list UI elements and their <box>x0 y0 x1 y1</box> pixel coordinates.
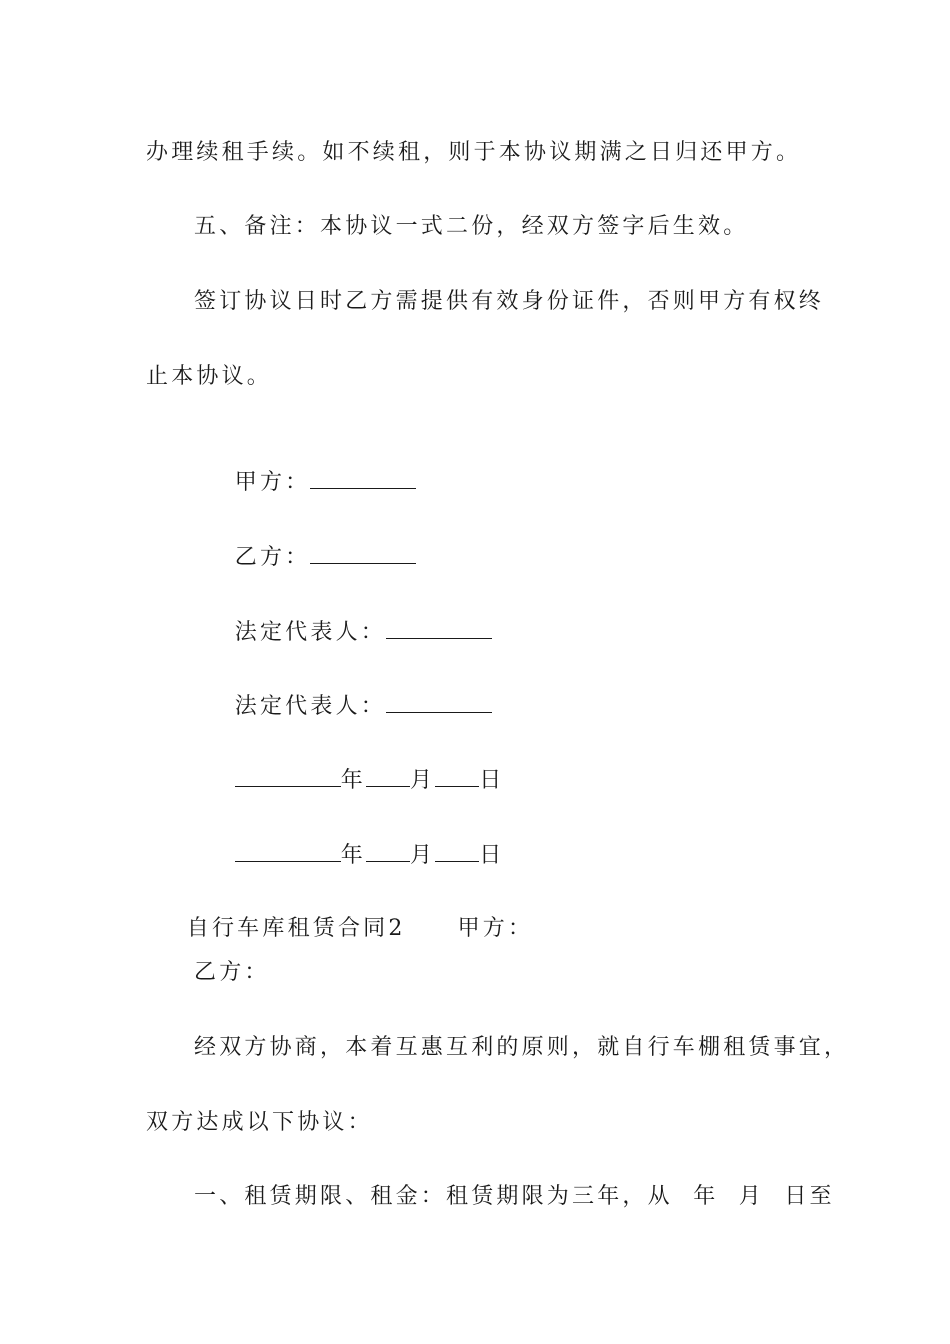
party-b-label: 乙方： <box>234 545 311 570</box>
legal-rep-blank-2 <box>386 690 492 713</box>
contract-2-party-a: 甲方： <box>457 916 534 941</box>
year-blank-1 <box>235 764 341 787</box>
paragraph-remarks: 五、备注：本协议一式二份，经双方签字后生效。 <box>194 214 749 239</box>
day-blank-1 <box>435 764 479 787</box>
day-unit-2: 日 <box>479 843 505 868</box>
contract-2-title: 自行车库租赁合同2 <box>186 916 406 941</box>
month-unit-1: 月 <box>409 768 436 793</box>
month-blank-1 <box>366 764 410 787</box>
month-blank-2 <box>366 839 410 862</box>
legal-rep-label-2: 法定代表人： <box>234 694 386 719</box>
party-a-blank <box>310 466 416 489</box>
paragraph-renewal: 办理续租手续。如不续租，则于本协议期满之日归还甲方。 <box>146 140 802 165</box>
day-blank-2 <box>435 839 479 862</box>
party-a-label: 甲方： <box>234 470 311 495</box>
month-unit-2: 月 <box>409 843 436 868</box>
paragraph-id-requirement: 签订协议日时乙方需提供有效身份证件，否则甲方有权终 <box>194 289 825 314</box>
paragraph-id-requirement-continued: 止本协议。 <box>146 364 273 389</box>
paragraph-negotiation-continued: 双方达成以下协议： <box>146 1110 373 1135</box>
year-unit-1: 年 <box>340 768 366 793</box>
paragraph-lease-term: 一、租赁期限、租金：租赁期限为三年，从 年 月 日至 <box>194 1184 835 1209</box>
party-b-blank <box>310 541 416 564</box>
legal-rep-blank-1 <box>386 616 492 639</box>
contract-2-party-b: 乙方： <box>194 960 270 985</box>
day-unit-1: 日 <box>479 768 505 793</box>
paragraph-negotiation: 经双方协商，本着互惠互利的原则，就自行车棚租赁事宜， <box>194 1035 850 1060</box>
legal-rep-label-1: 法定代表人： <box>234 620 386 645</box>
year-unit-2: 年 <box>340 843 366 868</box>
year-blank-2 <box>235 839 341 862</box>
